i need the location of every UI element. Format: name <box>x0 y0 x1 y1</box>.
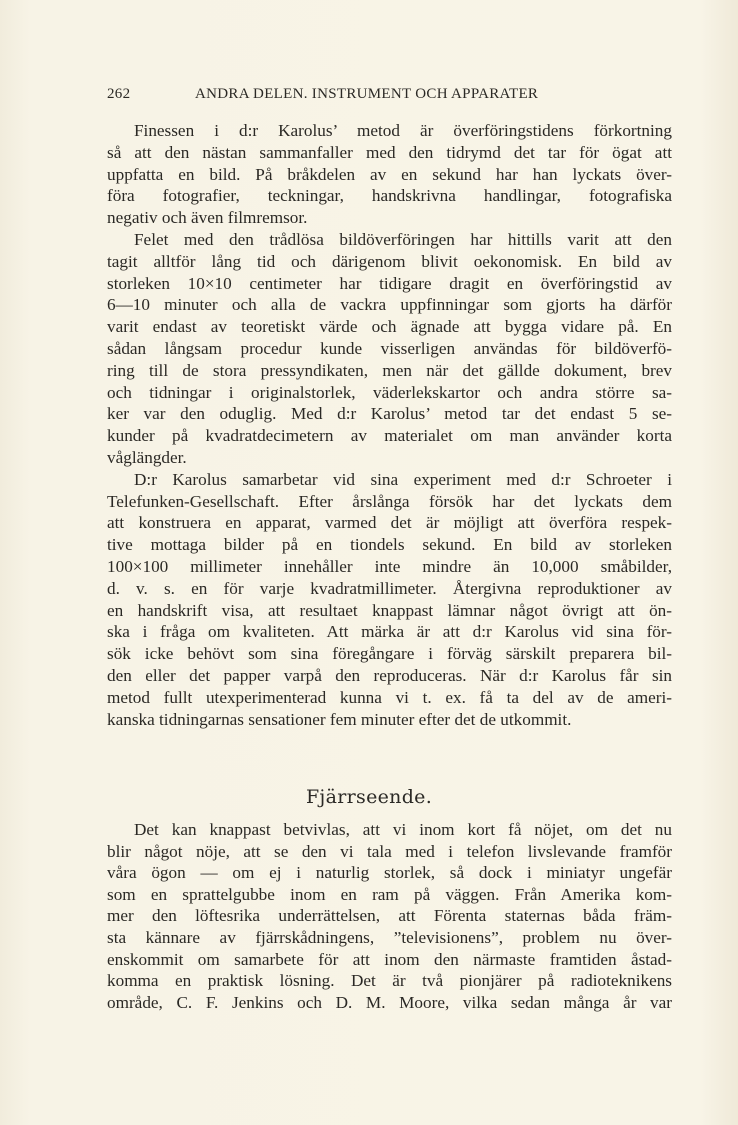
text-line: som en sprattelgubbe inom en ram på väggen. Från Amerika kom- <box>107 884 672 904</box>
text-line: d. v. s. en för varje kvadratmillimeter. Återgivna reproduktioner av <box>107 578 672 598</box>
text-line: föra fotografier, teckningar, handskrivna handlingar, fotografiska <box>107 186 672 206</box>
text-line: Finessen i d:r Karolus’ metod är överföringstidens förkortning <box>134 121 672 140</box>
text-line: sta kännare av fjärrskådningens, ”televisionens”, problem nu över- <box>107 927 672 947</box>
text-line: enskommit om samarbete för att inom den närmaste framtiden åstad- <box>107 949 672 969</box>
text-line: område, C. F. Jenkins och D. M. Moore, vilka sedan många år var <box>107 992 672 1012</box>
text-line: 6—10 minuter och alla de vackra uppfinningar som gjorts ha därför <box>107 295 672 315</box>
paragraph <box>107 120 672 229</box>
text-line: metod fullt utexperimenterad kunna vi t. ex. få ta del av de ameri- <box>107 687 672 707</box>
text-line: sök icke behövt som sina föregångare i förväg särskilt preparera bil- <box>107 644 672 664</box>
text-line: en handskrift visa, att resultaet knappast lämnar något övrigt att ön- <box>107 600 672 620</box>
text-line: och tidningar i originalstorlek, väderlekskartor och andra större sa- <box>107 382 672 402</box>
text-line: kanska tidningarnas sensationer fem minuter efter det de utkommit. <box>107 709 572 729</box>
text-line: negativ och även filmremsor. <box>107 208 308 228</box>
text-line: uppfatta en bild. På bråkdelen av en sekund har han lyckats över- <box>107 164 672 184</box>
text-line: varit endast av teoretiskt värde och ägnade att bygga vidare på. En <box>107 317 672 337</box>
text-line: tive mottaga bilder på en tiondels sekund. En bild av storleken <box>107 535 672 555</box>
text-line: komma en praktisk lösning. Det är två pionjärer på radioteknikens <box>107 971 672 991</box>
text-line: ring till de stora pressyndikaten, men när det gällde dokument, brev <box>107 360 672 380</box>
text-line: D:r Karolus samarbetar vid sina experiment med d:r Schroeter i <box>134 469 672 489</box>
text-line: storleken 10×10 centimeter har tidigare dragit en överföringstid av <box>107 273 672 293</box>
text-line: Telefunken-Gesellschaft. Efter årslånga försök har det lyckats dem <box>107 491 672 511</box>
text-line: tagit alltför lång tid och därigenom blivit oekonomisk. En bild av <box>107 251 672 271</box>
text-line: kunder på kvadratdecimetern av materialet om man använder korta <box>107 426 672 446</box>
text-line: mer den löftesrika underrättelsen, att Förenta staternas båda främ- <box>107 906 672 926</box>
text-line: Felet med den trådlösa bildöverföringen har hittills varit att den <box>134 229 672 249</box>
paragraph <box>107 469 672 731</box>
paragraph <box>107 229 672 469</box>
text-line: våglängder. <box>107 447 187 467</box>
text-line: våra ögon — om ej i naturlig storlek, så dock i miniatyr ungefär <box>107 863 672 883</box>
page-number: 262 <box>107 86 131 102</box>
text-line: ska i fråga om kvaliteten. Att märka är att d:r Karolus vid sina för- <box>107 622 672 642</box>
section-heading: Fjärrseende. <box>305 786 433 808</box>
page-header <box>107 86 672 106</box>
text-line: så att den nästan sammanfaller med den tidrymd det tar för ögat att <box>107 142 672 162</box>
text-line: att konstruera en apparat, varmed det är möjligt att överföra respek- <box>107 513 672 533</box>
text-line: sådan långsam procedur kunde visserligen användas för bildöverfö- <box>107 338 672 358</box>
text-line: 100×100 millimeter innehåller inte mindre än 10,000 småbilder, <box>107 556 672 576</box>
running-title: ANDRA DELEN. INSTRUMENT OCH APPARATER <box>195 86 539 102</box>
paragraph <box>107 819 672 1013</box>
text-line: Det kan knappast betvivlas, att vi inom kort få nöjet, om det nu <box>134 820 672 839</box>
text-line: ker var den oduglig. Med d:r Karolus’ metod tar det endast 5 se- <box>107 404 672 424</box>
body-text-section-2 <box>107 819 672 1013</box>
body-text-section-1 <box>107 120 672 730</box>
text-line: den eller det papper varpå den reproduceras. När d:r Karolus får sin <box>107 665 672 685</box>
text-line: blir något nöje, att se den vi tala med i telefon livslevande framför <box>107 841 672 861</box>
